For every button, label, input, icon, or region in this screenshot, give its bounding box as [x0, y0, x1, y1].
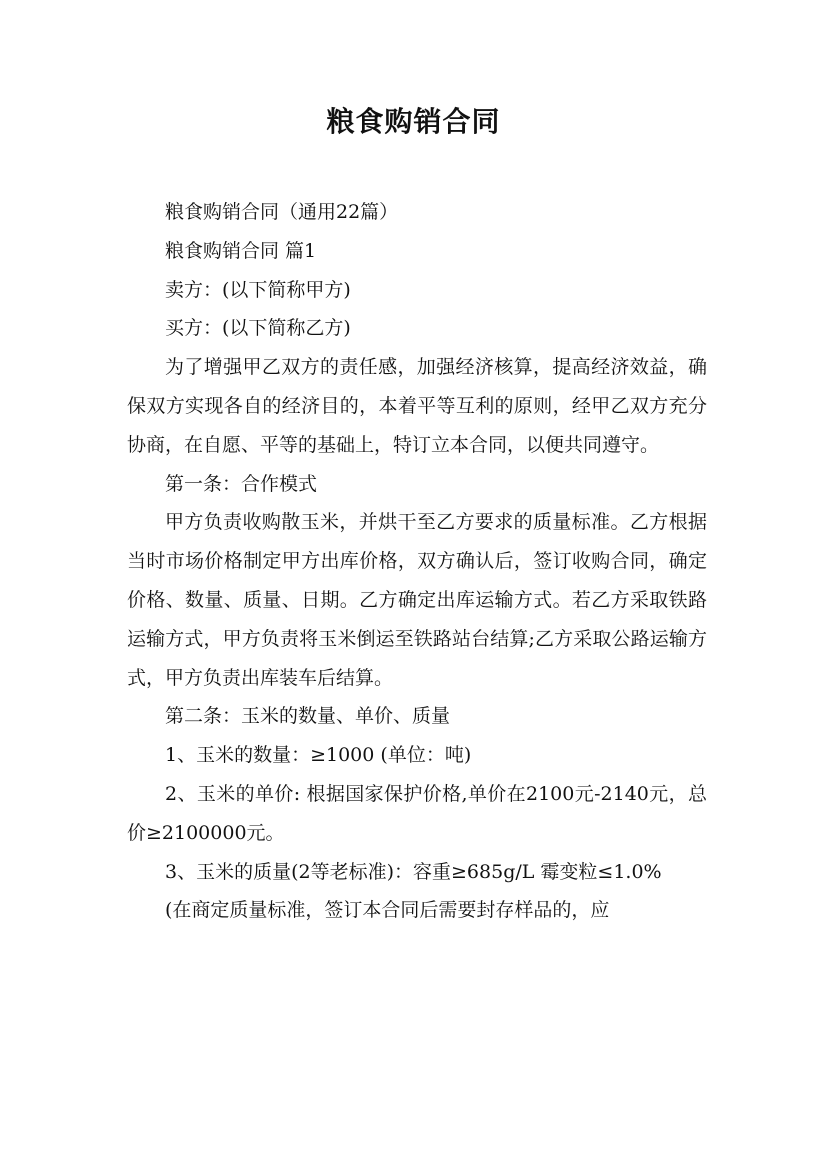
paragraph-sample-note: (在商定质量标准，签订本合同后需要封存样品的，应: [165, 899, 610, 922]
paragraph-quality: 3、玉米的质量(2等老标准)：容重≥685g/L 霉变粒≤1.0%: [165, 860, 662, 883]
paragraph-preamble: 为了增强甲乙双方的责任感，加强经济核算，提高经济效益，确保双方实现各自的经济目的，本着平等互利的原则，经甲乙双方充分协商，在自愿、平等的基础上，特订立本合同，以便共同遵守。: [127, 356, 707, 456]
paragraph-seller: 卖方：(以下简称甲方): [165, 278, 351, 301]
paragraph-unit-price: 2、玉米的单价: 根据国家保护价格,单价在2100元-2140元，总价≥2100000元。: [127, 782, 707, 844]
paragraph-article-2-heading: 第二条：玉米的数量、单价、质量: [165, 705, 451, 728]
paragraph-subtitle: 粮食购销合同（通用22篇）: [165, 201, 399, 223]
document-body: [127, 193, 707, 930]
paragraph-article-1-heading: 第一条：合作模式: [165, 472, 318, 495]
paragraph-quantity: 1、玉米的数量：≥1000 (单位：吨): [165, 744, 472, 767]
paragraph-buyer: 买方：(以下简称乙方): [165, 317, 351, 340]
document-title: 粮食购销合同: [326, 105, 501, 138]
paragraph-section-heading: 粮食购销合同 篇1: [165, 239, 317, 262]
paragraph-article-1-body: 甲方负责收购散玉米，并烘干至乙方要求的质量标准。乙方根据当时市场价格制定甲方出库价格，双方确认后，签订收购合同，确定价格、数量、质量、日期。乙方确定出库运输方式。若乙方采取铁路运输方式，甲方负责将玉米倒运至铁路站台结算;乙方采取公路运输方式，甲方负责出库装车后结算。: [127, 511, 707, 689]
